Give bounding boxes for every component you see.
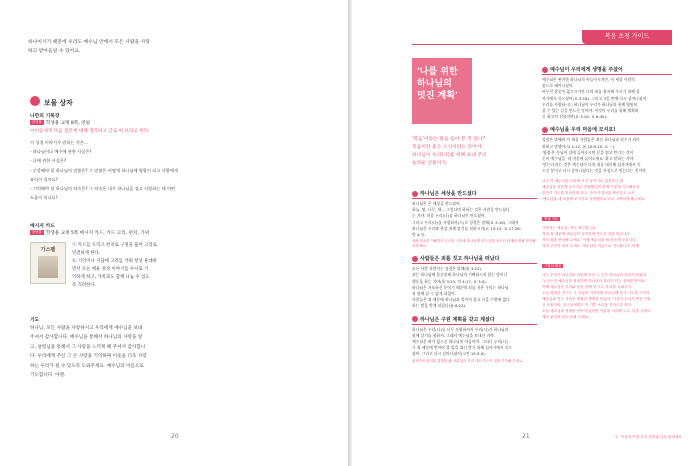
prayer-title: 기도 [30,318,40,323]
step-line: 하늘, 땅, 나무, 새… 그렇다면 하하는 것은 사람을 만드셨다 [412,207,510,213]
treasure-title: 보물 상자 [44,99,73,107]
step-line: 자가에서 죽으셨어(요 3:16). 그리고 3일 만에 다시 살아나셨어. [542,95,648,101]
prayer-box-label: 영접 기도 [544,216,559,221]
treasure-instruction: 아이들에게 다음 질문에 대해 생각하고 글로 써 보라고 한다. [30,129,150,134]
step-line: '믿는다'라는 것은 예수님이 나의 죄를 대신해 십자가에서 죽 [542,162,641,168]
card-instruction-line: 억하게 하고, 가족과도 함께 나눔 수 있도 [72,274,150,280]
treasure-icon [30,96,40,106]
materials-tag: 준비물 [32,120,42,124]
step-body [542,77,672,120]
header-rule [412,44,672,45]
card-instruction-line: 면서 오늘 배운 성경 이야기를 수시로 기 [72,266,149,272]
prayer-box [542,205,672,249]
pink-line: 나도 이 예수님을 마음에 모셔 들이기로 결정하니 예 [542,178,623,183]
assurance-line: 큰 선물이야. 친구들에게도 이 기쁜 소식을 전하도록 하자. [542,302,633,307]
card-materials-tag: 준비물 [32,230,42,234]
gospel-intro [412,136,522,168]
title-line: 하나님의 [417,79,452,89]
assurance-line: 예수님을 믿는 사람은 영원한 생명을 얻었어. 이것이 우리가 받은 가장 [542,296,651,301]
treasure-materials [30,120,190,127]
prayer-line: 하는 우리가 될 수 있도록 도와주세요. 예수님의 이름으로 [30,363,144,369]
page-number-right: 21 [522,433,530,440]
step-line: 원하고 말했어(요 1:12, 롬 10:9-10, 요 ~). [542,143,616,149]
step-body [412,201,537,238]
step-line: 으신 분이고 다시 살아나셨다는 것을 진심으로 믿는다는 것이야. [542,168,648,174]
treasure-questions [30,138,200,202]
gospel-steps-left [412,190,537,370]
title-line: '나를 위한 [417,67,458,77]
prayer-text [30,324,200,380]
assurance-text [542,272,672,320]
step-pink-text [542,178,672,202]
card-label: 가스펠 [40,247,56,253]
question-line: 유익이 될까요? [30,176,58,182]
step-line: '영접'은 손님이 집에 들어오시면 문을 열고 반기는 것이 [542,149,634,155]
prayer-line: 다. 우리에게 주신 그 큰 사랑을 기억하며 이웃을 더욱 사랑 [30,354,147,360]
gospel-step [542,66,672,120]
step-line: 하는 벌을 받게 되었다(롬 6:23). [412,303,467,309]
step-line: 그리고 우리(나)를 사랑하셔(으)로 성경은 말해(요 3:16). 그래서 [412,219,519,225]
assurance-line: 이제 예수님은 우리와 항상 함께 하시고, 우리를 도와주셔. [542,284,633,289]
question-line: 이 성경 이야기가 말하는 것은… [30,140,89,145]
step-heading [542,126,672,135]
step-line: 우리를 사랑하시는 하나님이 우리가 하나님과 함께 영원히 [542,101,638,107]
card-materials [30,230,200,237]
prayer-line: 주셔서 감사합니다. 예수님을 통해서 하나님의 사랑을 알 [30,335,143,341]
message-card-title: 메시지 카드 [30,224,55,229]
step-line: 약 4:7). [412,232,426,238]
heart-icon [412,316,418,322]
assurance-label: 구원의 확신 [544,263,562,268]
step-line: 하나님은 우리와 항상 함께 말기를 원하시지(요 15:15; 요 17:26; [412,225,521,231]
intro-pink-line: 복음이란 좋은 소식이라는 뜻이야. [412,145,483,150]
assurance-box [542,252,672,320]
gospel-step [412,316,537,364]
step-note: 세상 창조를 이해하면 우리의 고민에 하나님께 더가 다를 성도의 관계에 대해 생각해 보게 해요. [412,239,536,249]
pink-line: 천천히 기도를 따라하게 하고, 아이의 결정을 확인하고 나서 [542,190,635,195]
step-note: 십자가의 의미를 설명할 때, 예수님이 우리 대신 죽으신 것을 부각해 주세요. [412,358,524,363]
heart-icon [542,127,548,133]
question-line: - 순종해야 할 하나님의 말씀은? 그 말씀은 어떻게 하나님께 영광이 되고 사람에게 [30,167,178,173]
step-heading-text: 하나님은 구원 계획을 갖고 계셨다 [420,316,495,323]
step-heading-text: 예수님이 우리에게 생명을 주셨어 [550,67,623,73]
question-line: - 나에 관한 사실은? [30,158,67,164]
step-line: 모든 사람 사람이는 성경은 말해(롬 3:23). [412,266,483,272]
intro-line: 하나이시기 때문에 우리도 예수님 안에서 모든 사람을 사랑 [28,40,150,45]
card-instruction-line: ⓑ 기억이나 지답에 고리를 카워 항상 휴대하 [72,258,157,264]
step-heading [412,316,537,325]
prayer-line: 기도합니다. 아멘. [30,373,66,379]
gospel-steps-right [542,66,672,326]
step-line: 살 수 있는 길을 만드신 것이야. 이것이 우리를 위해 계획하 [542,108,639,114]
step-line: 셨어. 그리고 다시 살아나셨어(고전 15:3-4). [412,351,486,357]
intro-pink-line: 놀라운 선물이지. [412,161,448,166]
intro-pink-line: 하나님이 우리(나)를 위해 보내 주신 [412,153,487,158]
prayer-box-line: 사랑하는 예수님, 저는 죄인입니다. [542,225,597,230]
guide-header-tab: 복음 초청 가이드 [582,30,672,44]
prayer-box-line: 저의 주인이 되어 주세요. 예수님의 이름으로 기도합니다. 아멘. [542,243,641,248]
gospel-step [412,190,537,249]
step-line: 가 죄 때문에 받아야 할 벌을 대신 받기 위해 십자가에서 죽으 [412,345,513,351]
step-line: 예수님은 완전한 하나님의 아들이시지만, 이 세상 사람의 [542,77,635,82]
footer-text: 1 · 이동의 여정 우리 말씀을 나무 말하세요 [615,435,682,439]
heart-icon [412,256,418,262]
step-line: 신 최고의 선물이야(요 3:16, 요 6:40). [542,114,608,120]
prayer-box-line: 저의 죄 때문에 예수님이 십자가에 죽으신 것을 믿습니다. [542,231,631,236]
title-line: 멋진 계획' [417,91,458,101]
left-page [0,0,348,466]
step-body [542,137,672,174]
right-page [352,0,700,466]
message-card-image [30,242,66,284]
step-heading [412,255,537,264]
step-line: 는 거야. 처음 우리(나)를 하나님이 만드셨어. [412,213,486,219]
assurance-line: 오늘 영접한 친구는 그 사실을 기억하며 하나님께 감사 기도를 드리자. [542,290,651,295]
step-line: 하나님은 거룩하신 분이기 때문에 죄를 지은 우리는 하나님 [412,284,509,290]
card-materials-text: 학생용 교재 5쪽 메시지 카드, 카드 고리, 펀치, 가위 [45,231,150,236]
step-line: 하나님은 온 세상을 만드셨어. [412,201,461,206]
card-instruction-line: ⓐ 카드를 오리고 펀치로 구멍을 뚫어 고리로 [72,243,157,248]
card-instruction-line: 록 격려한다. [72,282,96,288]
heart-icon [542,67,548,73]
step-body [412,327,537,358]
pink-line: 예수님을 마음에 모시기로 결정했다면 함께 이렇게 기도해보자 [542,184,640,189]
intro-pink-line: '복음'이라는 말을 들어 본 적 있나? [412,137,486,142]
prayer-line: 하나님, 모든 사람을 사랑하시고 우리에게 예수님을 보내 [30,326,143,331]
question-line: 도움이 되나요? [30,195,58,201]
assurance-line: '누구든지 예수님을 영접하면 하나님의 자녀가 되는 권세를 받아요.' [542,278,647,283]
step-line: 아무런 잘못이 없으시지만 나의 죄를 용서해 주시기 위해 십 [542,89,640,95]
question-line: - 기억해야 할 하나님의 약속은? 그 약속은 내가 하나님을 점고 사랑하는 데 어떤 [30,186,176,192]
prayer-box-line: 저의 죄를 용서해 주세요. 이제 예수님을 제 마음에 모십니다. [542,237,637,242]
step-heading-text: 사람들은 죄를 짓고 하나님을 떠났다 [420,256,500,263]
step-line: 행동을 하는 거야(롬 3:23, 약 4:17, 요 3:4). [412,278,487,284]
guide-title [412,58,472,110]
prayer-line: 고, 성령님을 통해서 그 사랑을 느끼게 해 주셔서 감사합니 [30,344,146,350]
step-heading-text: 예수님을 우리 마음에 모셔요! [550,127,616,134]
pink-line: '예수님을 내 마음에 모시기로 결정했어요'라고 고백하게 해주세요. [542,196,646,201]
step-line: 몸으로 태어나셨어. [542,83,574,89]
heart-icon [412,191,418,197]
page-number-left: 20 [171,433,179,440]
step-heading [412,190,537,199]
gospel-step [542,126,672,319]
card-instructions [72,242,194,289]
assurance-line: 오늘 예수님을 영접한 아이가 있다면 이름을 기록해 두고, 다음 주에도 [542,308,651,313]
prayer-box-text [542,225,672,249]
treasure-subtitle: 나만의 기록장 [30,114,60,119]
step-line: 성경은 말해줘 이 세상 사람들은 죄인 하나님과 원수가 되어 [542,137,640,143]
assurance-line: 나는 우리가 하나님을 마음에 모신 그 순간 하나님의 자녀가 되었어. [542,272,648,277]
intro-line: 하고 받아들일 수 있어요. [28,49,81,54]
step-line: 사람들은 죄 때문에 하나님과 멀어져 결국 죽을 수밖에 없다 [412,297,510,303]
step-body [412,266,537,309]
step-line: 함께 살기를 원하셔. 그래서 예수님을 보내신 거야. [412,332,496,338]
card-picture [38,256,58,278]
step-line: 듯이 예수님을 '내 마음에 들어오세요' 하고 말하는 거야. [542,156,635,162]
title-block [412,58,472,124]
step-line: 죄는 하나님께 불순종해 하나님의 기뻐하시지 않는 말이나 [412,272,508,278]
assurance-line: 계속 관심을 갖고 돌봐 주세요. [542,314,590,319]
card-instruction-line: 연결하게 한다. [72,250,101,256]
intro-text [28,38,188,56]
gospel-step [412,255,537,309]
step-heading [542,66,672,75]
step-line: 과 함께 살 수 없게 되었어. [412,291,456,297]
step-heading-text: 하나님은 세상을 만드셨다 [420,191,477,197]
step-line: 예수님은 죄가 없으신 하나님의 아들이야. 그러나 우리(나) [412,339,508,345]
materials-text: 학생용 교재 8쪽, 연필 [45,121,91,126]
step-line: 하나님은 우리(나)를 너무 사랑하셔서 우리(나)가 하나님과 [412,326,509,332]
question-line: - 하나님이나 예수에 관한 사실은? [30,149,92,155]
